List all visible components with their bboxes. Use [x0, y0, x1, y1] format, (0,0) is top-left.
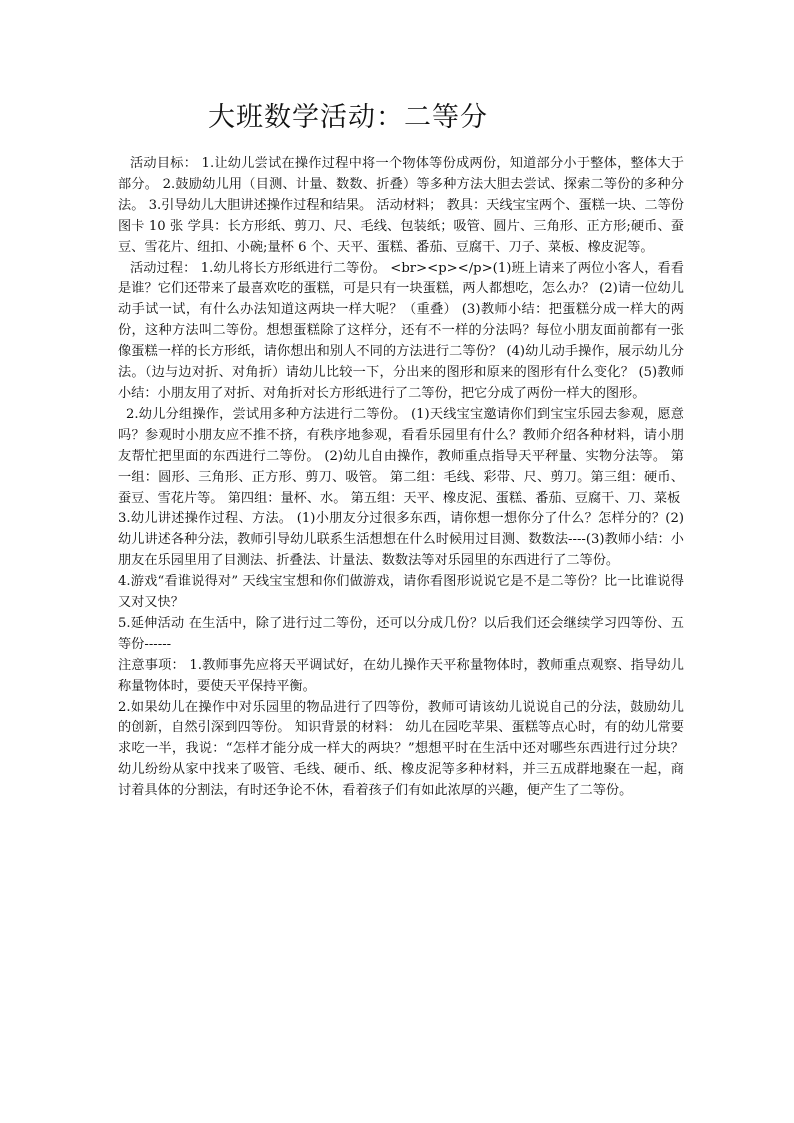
game-paragraph: 4.游戏“看谁说得对” 天线宝宝想和你们做游戏，请你看图形说说它是不是二等份？比一比谁说得又对又快？ — [118, 574, 684, 611]
narration-paragraph: 3.幼儿讲述操作过程、方法。 (1)小朋友分过很多东西，请你想一想你分了什么？怎样分的？(2)幼儿讲述各种分法，教师引导幼儿联系生活想想在什么时候用过目测、数数法----(3)教师小结：小朋友在乐园里用了目测法、折叠法、计量法、数数法等对乐园里的东西进行了二等份。 — [118, 511, 684, 569]
notes-paragraph: 注意事项： 1.教师事先应将天平调试好，在幼儿操作天平称量物体时，教师重点观察、指导幼儿称量物体时，要使天平保持平衡。 — [118, 657, 684, 694]
extension-paragraph: 5.延伸活动 在生活中，除了进行过二等份，还可以分成几份？以后我们还会继续学习四等份、五等份------ — [118, 615, 684, 652]
background-paragraph: 2.如果幼儿在操作中对乐园里的物品进行了四等份，教师可请该幼儿说说自己的分法，鼓励幼儿的创新，自然引深到四等份。 知识背景的材料： 幼儿在园吃苹果、蛋糕等点心时，有的幼儿常要求吃一半，我说：“怎样才能分成一样大的两块？”想想平时在生活中还对哪些东西进行过分块？幼儿纷纷从家中找来了吸管、毛线、硬币、纸、橡皮泥等多种材料，并三五成群地聚在一起，商讨着具体的分割法，有时还争论不休，看着孩子们有如此浓厚的兴趣，便产生了二等份。 — [118, 699, 684, 799]
activity-process-paragraph: 活动过程： 1.幼儿将长方形纸进行二等份。 <br><p></p>(1)班上请来了两位小客人，看看是谁？它们还带来了最喜欢吃的蛋糕，可是只有一块蛋糕，两人都想吃，怎么办？ (2)请一位幼儿动手试一试，有什么办法知道这两块一样大呢？（重叠） (3)教师小结：把蛋糕分成一样大的两份，这种方法叫二等份。想想蛋糕除了这样分，还有不一样的分法吗？每位小朋友面前都有一张像蛋糕一样的长方形纸，请你想出和别人不同的方法进行二等份？ (4)幼儿动手操作，展示幼儿分法。（边与边对折、对角折）请幼儿比较一下，分出来的图形和原来的图形有什么变化？ (5)教师小结：小朋友用了对折、对角折对长方形纸进行了二等份，把它分成了两份一样大的图形。 — [118, 260, 684, 401]
document-page — [118, 96, 684, 802]
group-operation-paragraph: 2.幼儿分组操作，尝试用多种方法进行二等份。 (1)天线宝宝邀请你们到宝宝乐园去参观，愿意吗？参观时小朋友应不推不挤，有秩序地参观，看看乐园里有什么？教师介绍各种材料，请小朋友帮忙把里面的东西进行二等份。 (2)幼儿自由操作，教师重点指导天平秤量、实物分法等。 第一组：圆形、三角形、正方形、剪刀、吸管。 第二组：毛线、彩带、尺、剪刀。第三组：硬币、蚕豆、雪花片等。 第四组：量杯、水。 第五组：天平、橡皮泥、蛋糕、番茄、豆腐干、刀、菜板 — [118, 406, 684, 506]
document-title: 大班数学活动：二等分 — [208, 102, 488, 133]
activity-goals-paragraph: 活动目标： 1.让幼儿尝试在操作过程中将一个物体等份成两份，知道部分小于整体，整体大于部分。 2.鼓励幼儿用（目测、计量、数数、折叠）等多种方法大胆去尝试、探索二等份的多种分法。 3.引导幼儿大胆讲述操作过程和结果。 活动材料； 教具：天线宝宝两个、蛋糕一块、二等份图卡 10 张 学具：长方形纸、剪刀、尺、毛线、包装纸；吸管、圆片、三角形、正方形;硬币、蚕豆、雪花片、纽扣、小碗;量杯 6 个、天平、蛋糕、番茄、豆腐干、刀子、菜板、橡皮泥等。 — [118, 156, 684, 255]
